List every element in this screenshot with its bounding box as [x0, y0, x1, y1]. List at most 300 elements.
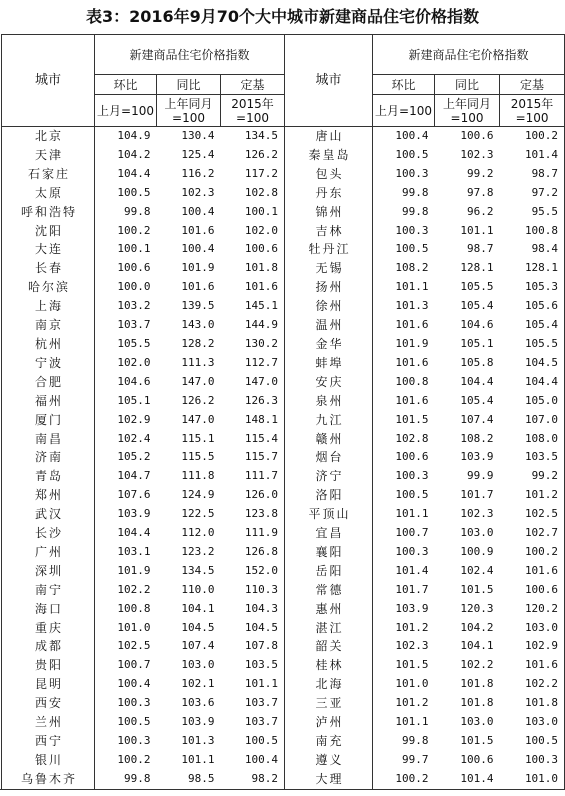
left-yoy-cell: 116.2: [181, 166, 215, 180]
right-fixed-cell: 103.0: [500, 713, 565, 732]
right-fixed-cell: 100.2: [500, 543, 565, 562]
right-yoy-cell: 102.3: [460, 147, 494, 161]
right-yoy-cell: 101.4: [460, 771, 494, 785]
header-yoy-left: 同比: [157, 75, 221, 95]
left-fixed-cell: 126.2: [244, 147, 279, 161]
right-mom-cell: 101.1: [373, 278, 435, 297]
right-city-cell: 蚌埠: [285, 354, 373, 373]
left-city-cell: 杭州: [2, 335, 95, 354]
right-mom-cell: 100.5: [373, 486, 435, 505]
right-yoy-cell: 105.4: [460, 299, 494, 313]
left-mom-cell: 100.3: [95, 732, 157, 751]
right-yoy-cell: 104.1: [460, 639, 494, 653]
right-fixed-cell: 103.5: [500, 448, 565, 467]
table-row: [2, 373, 565, 392]
left-fixed-cell: 101.1: [244, 677, 279, 691]
right-mom-cell: 99.7: [373, 751, 435, 770]
left-yoy-cell: 101.1: [181, 752, 215, 766]
left-fixed-cell: 111.9: [244, 526, 279, 540]
right-city-cell: 韶关: [285, 637, 373, 656]
right-city-cell: 金华: [285, 335, 373, 354]
left-fixed-cell: 103.5: [244, 658, 279, 672]
left-fixed-cell: 115.4: [244, 431, 279, 445]
left-yoy-cell: 103.9: [181, 715, 215, 729]
header-index-group-left: 新建商品住宅价格指数: [95, 35, 285, 75]
left-mom-cell: 100.2: [95, 751, 157, 770]
right-city-cell: 宜昌: [285, 524, 373, 543]
right-city-cell: 襄阳: [285, 543, 373, 562]
right-mom-cell: 101.5: [373, 656, 435, 675]
left-yoy-cell: 147.0: [181, 412, 215, 426]
right-mom-cell: 100.3: [373, 467, 435, 486]
table-row: [2, 448, 565, 467]
left-yoy-cell: 103.0: [181, 658, 215, 672]
left-fixed-cell: 144.9: [244, 318, 279, 332]
table-row: [2, 259, 565, 278]
header-index-group-right: 新建商品住宅价格指数: [373, 35, 565, 75]
right-yoy-cell: 108.2: [460, 431, 494, 445]
table-row: [2, 240, 565, 259]
right-fixed-cell: 128.1: [500, 259, 565, 278]
left-mom-cell: 105.1: [95, 392, 157, 411]
right-city-cell: 平顶山: [285, 505, 373, 524]
left-yoy-cell: 102.1: [181, 677, 215, 691]
left-mom-cell: 102.4: [95, 430, 157, 449]
left-fixed-cell: 100.6: [244, 242, 279, 256]
left-city-cell: 南京: [2, 316, 95, 335]
header-yoy-base-left: 上年同月=100: [157, 95, 221, 127]
left-city-cell: 西安: [2, 694, 95, 713]
right-mom-cell: 101.0: [373, 675, 435, 694]
right-yoy-cell: 120.3: [460, 601, 494, 615]
right-mom-cell: 101.1: [373, 713, 435, 732]
table-row: [2, 316, 565, 335]
right-city-cell: 包头: [285, 165, 373, 184]
left-mom-cell: 101.0: [95, 619, 157, 638]
right-fixed-cell: 120.2: [500, 600, 565, 619]
right-fixed-cell: 100.8: [500, 222, 565, 241]
table-row: [2, 203, 565, 222]
right-fixed-cell: 104.4: [500, 373, 565, 392]
right-yoy-cell: 107.4: [460, 412, 494, 426]
right-yoy-cell: 102.4: [460, 563, 494, 577]
left-mom-cell: 103.1: [95, 543, 157, 562]
right-city-cell: 济宁: [285, 467, 373, 486]
right-city-cell: 唐山: [285, 127, 373, 146]
left-yoy-cell: 125.4: [181, 147, 215, 161]
left-city-cell: 北京: [2, 127, 95, 146]
left-yoy-cell: 115.5: [181, 450, 215, 464]
left-yoy-cell: 100.4: [181, 204, 215, 218]
left-city-cell: 呼和浩特: [2, 203, 95, 222]
left-yoy-cell: 101.9: [181, 261, 215, 275]
left-city-cell: 济南: [2, 448, 95, 467]
right-mom-cell: 101.7: [373, 581, 435, 600]
right-mom-cell: 101.6: [373, 392, 435, 411]
left-city-cell: 大连: [2, 240, 95, 259]
right-fixed-cell: 99.2: [500, 467, 565, 486]
left-city-cell: 重庆: [2, 619, 95, 638]
left-yoy-cell: 143.0: [181, 318, 215, 332]
right-mom-cell: 101.6: [373, 316, 435, 335]
left-yoy-cell: 122.5: [181, 507, 215, 521]
right-city-cell: 南充: [285, 732, 373, 751]
table-row: [2, 184, 565, 203]
left-mom-cell: 104.7: [95, 467, 157, 486]
left-city-cell: 长沙: [2, 524, 95, 543]
left-yoy-cell: 139.5: [181, 299, 215, 313]
left-city-cell: 沈阳: [2, 222, 95, 241]
right-fixed-cell: 102.9: [500, 637, 565, 656]
left-fixed-cell: 112.7: [244, 355, 279, 369]
right-fixed-cell: 100.2: [500, 127, 565, 146]
left-mom-cell: 104.4: [95, 524, 157, 543]
right-yoy-cell: 97.8: [467, 185, 494, 199]
right-mom-cell: 100.5: [373, 146, 435, 165]
right-fixed-cell: 105.4: [500, 316, 565, 335]
right-mom-cell: 101.2: [373, 619, 435, 638]
left-mom-cell: 102.5: [95, 637, 157, 656]
right-fixed-cell: 98.4: [500, 240, 565, 259]
left-city-cell: 合肥: [2, 373, 95, 392]
right-city-cell: 无锡: [285, 259, 373, 278]
left-mom-cell: 104.6: [95, 373, 157, 392]
right-city-cell: 大理: [285, 770, 373, 789]
left-yoy-cell: 130.4: [181, 129, 215, 142]
left-mom-cell: 100.3: [95, 694, 157, 713]
left-fixed-cell: 110.3: [244, 582, 279, 596]
left-fixed-cell: 101.8: [244, 261, 279, 275]
left-fixed-cell: 148.1: [244, 412, 279, 426]
left-fixed-cell: 123.8: [244, 507, 279, 521]
header-mom-base-right: 上月=100: [373, 95, 435, 127]
table-row: [2, 524, 565, 543]
left-city-cell: 银川: [2, 751, 95, 770]
left-yoy-cell: 124.9: [181, 488, 215, 502]
right-yoy-cell: 101.8: [460, 696, 494, 710]
right-fixed-cell: 105.0: [500, 392, 565, 411]
left-fixed-cell: 152.0: [244, 563, 279, 577]
right-fixed-cell: 97.2: [500, 184, 565, 203]
left-yoy-cell: 98.5: [188, 771, 215, 785]
right-yoy-cell: 128.1: [460, 261, 494, 275]
left-mom-cell: 101.9: [95, 562, 157, 581]
right-mom-cell: 102.3: [373, 637, 435, 656]
left-city-cell: 深圳: [2, 562, 95, 581]
right-fixed-cell: 104.5: [500, 354, 565, 373]
right-yoy-cell: 102.2: [460, 658, 494, 672]
header-mom-right: 环比: [373, 75, 435, 95]
right-mom-cell: 101.1: [373, 505, 435, 524]
right-city-cell: 吉林: [285, 222, 373, 241]
right-yoy-cell: 105.4: [460, 393, 494, 407]
right-fixed-cell: 100.6: [500, 581, 565, 600]
right-mom-cell: 101.3: [373, 297, 435, 316]
header-yoy-base-right: 上年同月=100: [435, 95, 500, 127]
right-fixed-cell: 101.6: [500, 562, 565, 581]
left-mom-cell: 100.6: [95, 259, 157, 278]
left-city-cell: 郑州: [2, 486, 95, 505]
price-index-table: [1, 34, 565, 789]
left-yoy-cell: 123.2: [181, 544, 215, 558]
right-fixed-cell: 98.7: [500, 165, 565, 184]
table-row: [2, 146, 565, 165]
right-fixed-cell: 101.6: [500, 656, 565, 675]
header-fixed-base-left: 2015年=100: [221, 95, 285, 127]
table-title: 表3：2016年9月70个大中城市新建商品住宅价格指数: [85, 7, 480, 26]
right-mom-cell: 100.2: [373, 770, 435, 789]
left-mom-cell: 103.7: [95, 316, 157, 335]
right-yoy-cell: 99.9: [467, 469, 494, 483]
left-fixed-cell: 145.1: [244, 299, 279, 313]
left-yoy-cell: 102.3: [181, 185, 215, 199]
left-yoy-cell: 100.4: [181, 242, 215, 256]
left-city-cell: 天津: [2, 146, 95, 165]
left-mom-cell: 100.8: [95, 600, 157, 619]
left-city-cell: 广州: [2, 543, 95, 562]
right-city-cell: 遵义: [285, 751, 373, 770]
left-mom-cell: 103.9: [95, 505, 157, 524]
right-yoy-cell: 100.6: [460, 752, 494, 766]
right-mom-cell: 100.3: [373, 222, 435, 241]
right-city-cell: 扬州: [285, 278, 373, 297]
left-fixed-cell: 111.7: [244, 469, 279, 483]
right-yoy-cell: 99.2: [467, 166, 494, 180]
left-fixed-cell: 102.0: [244, 223, 279, 237]
right-city-cell: 洛阳: [285, 486, 373, 505]
right-city-cell: 温州: [285, 316, 373, 335]
left-city-cell: 青岛: [2, 467, 95, 486]
right-fixed-cell: 102.7: [500, 524, 565, 543]
left-city-cell: 石家庄: [2, 165, 95, 184]
table-header: [2, 35, 565, 127]
right-city-cell: 湛江: [285, 619, 373, 638]
right-mom-cell: 100.3: [373, 165, 435, 184]
header-fixed-right: 定基: [500, 75, 565, 95]
right-city-cell: 丹东: [285, 184, 373, 203]
right-yoy-cell: 100.6: [460, 129, 494, 142]
right-city-cell: 泸州: [285, 713, 373, 732]
table-row: [2, 392, 565, 411]
right-mom-cell: 101.2: [373, 694, 435, 713]
right-yoy-cell: 104.6: [460, 318, 494, 332]
right-mom-cell: 100.4: [373, 127, 435, 146]
right-fixed-cell: 101.0: [500, 770, 565, 789]
left-mom-cell: 102.2: [95, 581, 157, 600]
right-fixed-cell: 101.8: [500, 694, 565, 713]
right-fixed-cell: 105.5: [500, 335, 565, 354]
left-mom-cell: 99.8: [95, 770, 157, 789]
table-row: [2, 637, 565, 656]
right-mom-cell: 99.8: [373, 184, 435, 203]
left-yoy-cell: 103.6: [181, 696, 215, 710]
right-mom-cell: 102.8: [373, 430, 435, 449]
right-mom-cell: 101.6: [373, 354, 435, 373]
header-mom-base-left: 上月=100: [95, 95, 157, 127]
left-mom-cell: 104.2: [95, 146, 157, 165]
left-fixed-cell: 126.0: [244, 488, 279, 502]
header-mom-left: 环比: [95, 75, 157, 95]
table-row: [2, 675, 565, 694]
right-mom-cell: 100.6: [373, 448, 435, 467]
right-city-cell: 锦州: [285, 203, 373, 222]
right-fixed-cell: 95.5: [500, 203, 565, 222]
right-city-cell: 秦皇岛: [285, 146, 373, 165]
right-fixed-cell: 103.0: [500, 619, 565, 638]
left-city-cell: 武汉: [2, 505, 95, 524]
table-row: [2, 713, 565, 732]
table-row: [2, 619, 565, 638]
left-fixed-cell: 98.2: [251, 771, 279, 785]
left-fixed-cell: 107.8: [244, 639, 279, 653]
left-city-cell: 乌鲁木齐: [2, 770, 95, 789]
header-yoy-right: 同比: [435, 75, 500, 95]
left-yoy-cell: 128.2: [181, 336, 215, 350]
table-row: [2, 411, 565, 430]
right-mom-cell: 101.5: [373, 411, 435, 430]
left-yoy-cell: 104.1: [181, 601, 215, 615]
right-city-cell: 安庆: [285, 373, 373, 392]
left-yoy-cell: 104.5: [181, 620, 215, 634]
right-yoy-cell: 105.1: [460, 336, 494, 350]
left-fixed-cell: 103.7: [244, 715, 279, 729]
left-fixed-cell: 134.5: [244, 129, 279, 142]
table-row: [2, 751, 565, 770]
left-yoy-cell: 111.8: [181, 469, 215, 483]
right-yoy-cell: 101.5: [460, 734, 494, 747]
left-mom-cell: 100.5: [95, 184, 157, 203]
table-row: [2, 543, 565, 562]
left-mom-cell: 107.6: [95, 486, 157, 505]
table-row: [2, 430, 565, 449]
table-row: [2, 278, 565, 297]
left-yoy-cell: 101.3: [181, 734, 215, 747]
left-yoy-cell: 112.0: [181, 526, 215, 540]
left-yoy-cell: 101.6: [181, 223, 215, 237]
right-city-cell: 桂林: [285, 656, 373, 675]
table-row: [2, 222, 565, 241]
right-city-cell: 烟台: [285, 448, 373, 467]
right-fixed-cell: 105.3: [500, 278, 565, 297]
left-fixed-cell: 104.3: [244, 601, 279, 615]
left-mom-cell: 104.4: [95, 165, 157, 184]
table-row: [2, 694, 565, 713]
left-fixed-cell: 126.8: [244, 544, 279, 558]
right-mom-cell: 100.8: [373, 373, 435, 392]
right-yoy-cell: 105.8: [460, 355, 494, 369]
left-fixed-cell: 115.7: [244, 450, 279, 464]
right-fixed-cell: 101.4: [500, 146, 565, 165]
left-city-cell: 兰州: [2, 713, 95, 732]
left-mom-cell: 102.0: [95, 354, 157, 373]
right-mom-cell: 108.2: [373, 259, 435, 278]
left-mom-cell: 99.8: [95, 203, 157, 222]
right-city-cell: 九江: [285, 411, 373, 430]
left-city-cell: 海口: [2, 600, 95, 619]
right-city-cell: 岳阳: [285, 562, 373, 581]
table-row: [2, 486, 565, 505]
left-yoy-cell: 147.0: [181, 374, 215, 388]
left-mom-cell: 102.9: [95, 411, 157, 430]
left-mom-cell: 103.2: [95, 297, 157, 316]
left-fixed-cell: 130.2: [244, 336, 279, 350]
right-city-cell: 惠州: [285, 600, 373, 619]
left-fixed-cell: 117.2: [244, 166, 279, 180]
right-fixed-cell: 101.2: [500, 486, 565, 505]
left-city-cell: 成都: [2, 637, 95, 656]
left-city-cell: 长春: [2, 259, 95, 278]
right-city-cell: 牡丹江: [285, 240, 373, 259]
left-mom-cell: 100.7: [95, 656, 157, 675]
table-body: [2, 127, 565, 789]
table-row: [2, 127, 565, 146]
left-yoy-cell: 107.4: [181, 639, 215, 653]
right-yoy-cell: 104.2: [460, 620, 494, 634]
table-row: [2, 165, 565, 184]
left-city-cell: 福州: [2, 392, 95, 411]
right-mom-cell: 100.7: [373, 524, 435, 543]
table-row: [2, 770, 565, 789]
right-fixed-cell: 102.2: [500, 675, 565, 694]
price-index-table-wrapper: [0, 34, 565, 790]
left-mom-cell: 105.2: [95, 448, 157, 467]
right-yoy-cell: 103.0: [460, 715, 494, 729]
left-city-cell: 厦门: [2, 411, 95, 430]
left-mom-cell: 100.2: [95, 222, 157, 241]
left-city-cell: 上海: [2, 297, 95, 316]
left-yoy-cell: 134.5: [181, 563, 215, 577]
left-fixed-cell: 100.5: [244, 734, 279, 747]
right-city-cell: 赣州: [285, 430, 373, 449]
left-city-cell: 南宁: [2, 581, 95, 600]
right-city-cell: 北海: [285, 675, 373, 694]
left-fixed-cell: 103.7: [244, 696, 279, 710]
header-fixed-base-right: 2015年=100: [500, 95, 565, 127]
right-yoy-cell: 103.9: [460, 450, 494, 464]
left-city-cell: 西宁: [2, 732, 95, 751]
right-fixed-cell: 108.0: [500, 430, 565, 449]
left-yoy-cell: 115.1: [181, 431, 215, 445]
right-mom-cell: 101.9: [373, 335, 435, 354]
right-mom-cell: 100.5: [373, 240, 435, 259]
left-fixed-cell: 104.5: [244, 620, 279, 634]
right-yoy-cell: 102.3: [460, 507, 494, 521]
right-fixed-cell: 100.3: [500, 751, 565, 770]
left-mom-cell: 100.4: [95, 675, 157, 694]
left-city-cell: 哈尔滨: [2, 278, 95, 297]
left-fixed-cell: 101.6: [244, 280, 279, 294]
left-city-cell: 南昌: [2, 430, 95, 449]
table-row: [2, 656, 565, 675]
left-fixed-cell: 100.4: [244, 752, 279, 766]
table-row: [2, 505, 565, 524]
right-city-cell: 徐州: [285, 297, 373, 316]
left-city-cell: 贵阳: [2, 656, 95, 675]
left-yoy-cell: 101.6: [181, 280, 215, 294]
right-city-cell: 三亚: [285, 694, 373, 713]
table-row: [2, 354, 565, 373]
right-fixed-cell: 105.6: [500, 297, 565, 316]
header-city-right: 城市: [285, 35, 373, 127]
left-fixed-cell: 100.1: [244, 204, 279, 218]
left-mom-cell: 100.5: [95, 713, 157, 732]
right-mom-cell: 99.8: [373, 732, 435, 751]
right-yoy-cell: 103.0: [460, 526, 494, 540]
table-row: [2, 467, 565, 486]
left-city-cell: 太原: [2, 184, 95, 203]
right-mom-cell: 99.8: [373, 203, 435, 222]
table-row: [2, 297, 565, 316]
